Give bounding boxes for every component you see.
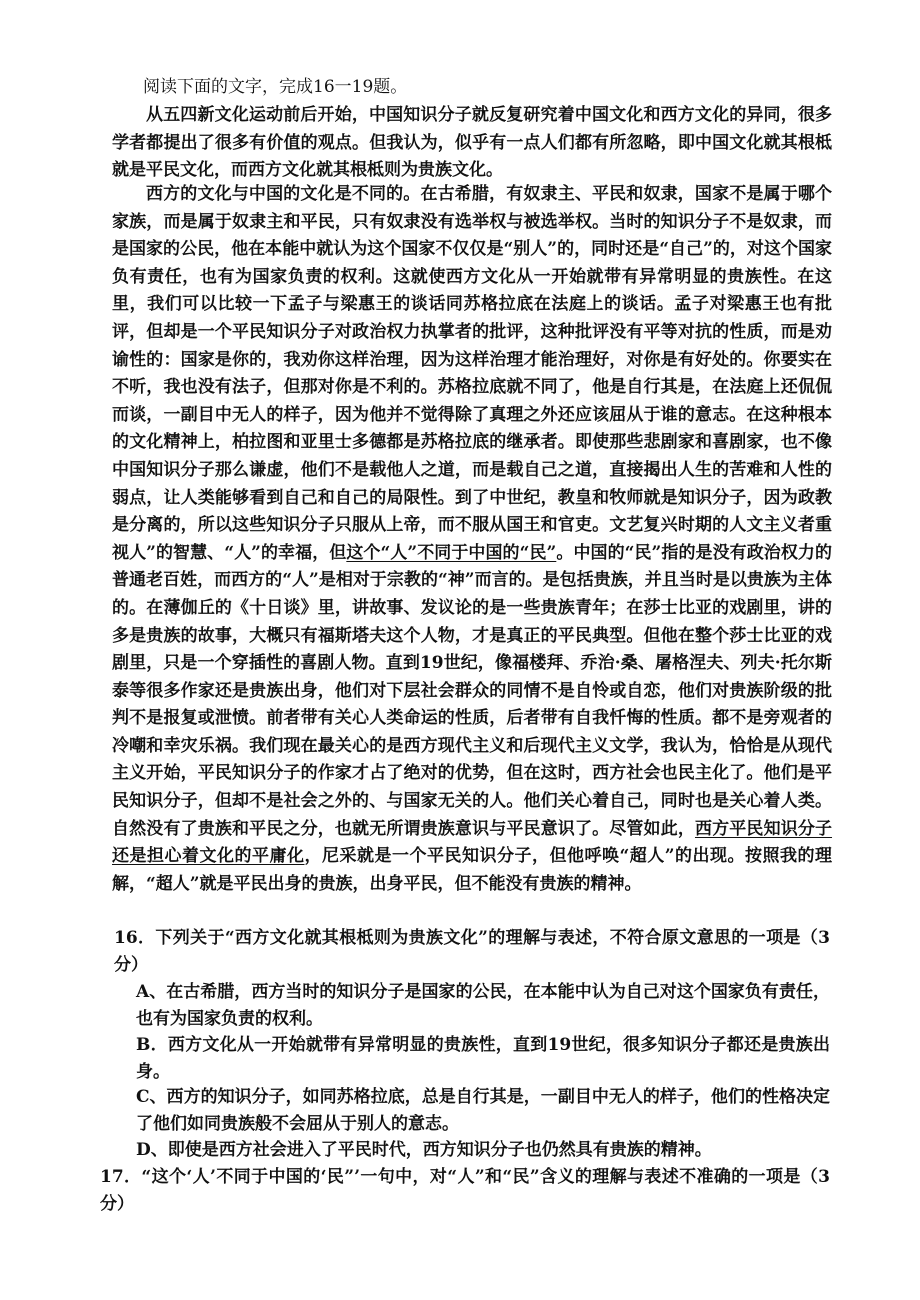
passage-text: ，尼采就是一个平民知识分子，但他呼唤“超人”的出现。按照我的理解，“超人”就是平民出身的贵族，出身平民，但不能没有贵族的精神。 <box>112 846 832 894</box>
reading-instruction: 阅读下面的文字，完成16一19题。 <box>143 77 408 97</box>
passage-paragraph-1: 从五四新文化运动前后开始，中国知识分子就反复研究着中国文化和西方文化的异同，很多学者都提出了很多有价值的观点。但我认为，似乎有一点人们都有所忽略，即中国文化就其根柢就是平民文化，而西方文化就其根柢则为贵族文化。 <box>112 105 832 181</box>
question-16-option-b: B．西方文化从一开始就带有异常明显的贵族性，直到19世纪，很多知识分子都还是贵族出身。 <box>136 1035 830 1082</box>
question-16-option-d: D、即使是西方社会进入了平民时代，西方知识分子也仍然具有贵族的精神。 <box>136 1140 712 1160</box>
question-16-option-c: C、西方的知识分子，如同苏格拉底，总是自行其是，一副目中无人的样子，他们的性格决定了他们如同贵族般不会屈从于别人的意志。 <box>136 1087 830 1134</box>
question-17-stem: 17．“这个‘人’不同于中国的‘民”’一句中，对“人”和“民”含义的理解与表述不准确的一项是（3分） <box>100 1167 830 1214</box>
underlined-sentence-pingyonghua: 西方平民知识分子还是担心着文化的平庸化 <box>112 818 833 867</box>
passage-paragraph-2 <box>112 181 832 898</box>
underlined-sentence-ren-min: 这个“人”不同于中国的“民” <box>346 542 557 563</box>
question-16-option-a: A、在古希腊，西方当时的知识分子是国家的公民，在本能中认为自己对这个国家负有责任，也有为国家负责的权利。 <box>136 982 830 1029</box>
passage-text: 。中国的“民”指的是没有政治权力的普通老百姓，而西方的“人”是相对于宗教的“神”而言的。是包括贵族，并且当时是以贵族为主体的。在薄伽丘的《十日谈》里，讲故事、发议论的是一些贵族青年；在莎士比亚的戏剧里，讲的多是贵族的故事，大概只有福斯塔夫这个人物，才是真正的平民典型。但他在整个莎士比亚的戏剧里，只是一个穿插性的喜剧人物。直到19世纪，像福楼拜、乔治·桑、屠格涅夫、列夫·托尔斯泰等很多作家还是贵族出身，他们对下层社会群众的同情不是自怜或自恋，他们对贵族阶级的批判不是报复或泄愤。前者带有关心人类命运的性质，后者带有自我忏悔的性质。都不是旁观者的冷嘲和幸灾乐祸。我们现在最关心的是西方现代主义和后现代主义文学，我认为，恰恰是从现代主义开始，平民知识分子的作家才占了绝对的优势，但在这时，西方社会也民主化了。他们是平民知识分子，但却不是社会之外的、与国家无关的人。他们关心着自己，同时也是关心着人类。自然没有了贵族和平民之分，也就无所谓贵族意识与平民意识了。尽管如此， <box>112 542 832 839</box>
question-16-stem: 16．下列关于“西方文化就其根柢则为贵族文化”的理解与表述，不符合原文意思的一项是（3分） <box>114 928 830 975</box>
passage-text: 西方的文化与中国的文化是不同的。在古希腊，有奴隶主、平民和奴隶，国家不是属于哪个家族，而是属于奴隶主和平民，只有奴隶没有选举权与被选举权。当时的知识分子不是奴隶，而是国家的公民，他在本能中就认为这个国家不仅仅是“别人”的，同时还是“自己”的，对这个国家负有责任，也有为国家负责的权利。这就使西方文化从一开始就带有异常明显的贵族性。在这里，我们可以比较一下孟子与梁惠王的谈话同苏格拉底在法庭上的谈话。孟子对梁惠王也有批评，但却是一个平民知识分子对政治权力执掌者的批评，这种批评没有平等对抗的性质，而是劝谕性的：国家是你的，我劝你这样治理，因为这样治理才能治理好，对你是有好处的。你要实在不听，我也没有法子，但那对你是不利的。苏格拉底就不同了，他是自行其是，在法庭上还侃侃而谈，一副目中无人的样子，因为他并不觉得除了真理之外还应该屈从于谁的意志。在这种根本的文化精神上，柏拉图和亚里士多德都是苏格拉底的继承者。即使那些悲剧家和喜剧家，也不像中国知识分子那么谦虚，他们不是载他人之道，而是载自己之道，直接揭出人生的苦难和人性的弱点，让人类能够看到自己和自己的局限性。到了中世纪，教皇和牧师就是知识分子，因为政教是分离的，所以这些知识分子只服从上帝，而不服从国王和官吏。文艺复兴时期的人文主义者重视人”的智慧、“人”的幸福，但 <box>112 184 832 563</box>
